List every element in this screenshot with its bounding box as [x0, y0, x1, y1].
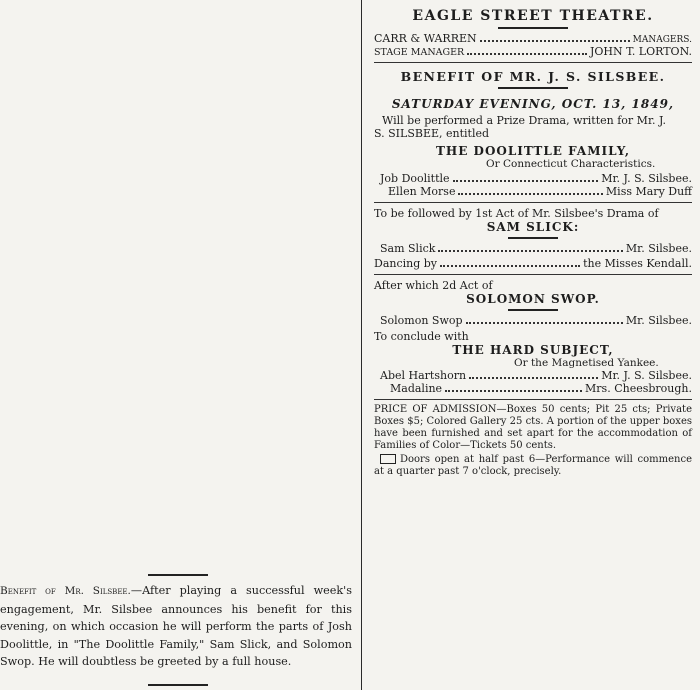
notice-bottom-rule [148, 684, 208, 686]
cast-actor: the Misses Kendall. [583, 257, 692, 270]
notice-top-rule [148, 574, 208, 576]
cast-role: Ellen Morse [388, 185, 456, 198]
conclude-line: To conclude with [374, 330, 469, 343]
benefit-heading: BENEFIT OF MR. J. S. SILSBEE. [400, 69, 666, 84]
cast-role: Madaline [390, 382, 443, 395]
pointing-hand-icon [380, 454, 396, 464]
managers-line [374, 32, 692, 45]
cast-role: Solomon Swop [380, 314, 463, 327]
leader-dots [466, 322, 623, 324]
leader-dots [469, 377, 598, 379]
rule [374, 274, 692, 275]
play1-title: THE DOOLITTLE FAMILY, [435, 144, 631, 158]
prices-lead: PRICE OF ADMISSION [374, 404, 497, 415]
column-divider [361, 0, 362, 690]
stage-manager-name: JOHN T. LORTON. [589, 45, 692, 58]
play4-subtitle: Or the Magnetised Yankee. [514, 357, 659, 369]
followed-by-line: To be followed by 1st Act of Mr. Silsbee's Drama of [374, 207, 659, 220]
cast-role: Job Doolittle [380, 172, 450, 185]
cast-actor: Mrs. Cheesbrough. [585, 382, 692, 395]
cast-actor: Mr. J. S. Silsbee. [601, 172, 692, 185]
managers-name: CARR & WARREN [374, 32, 477, 45]
notice-lead: Benefit of Mr. Silsbee. [0, 585, 131, 597]
cast-actor: Mr. Silsbee. [625, 242, 692, 255]
play3-cast-1 [374, 314, 692, 327]
after-which-line: After which 2d Act of [374, 279, 493, 292]
cast-actor: Mr. Silsbee. [625, 314, 692, 327]
play3-title: SOLOMON SWOP. [466, 292, 600, 306]
doors-text: Doors open at half past 6—Performance will commence at a quarter past 7 o'clock, precisely. [374, 454, 692, 477]
doors-notice [374, 454, 692, 478]
leader-dots [467, 53, 587, 55]
cast-role: Sam Slick [380, 242, 436, 255]
play4-cast-1 [374, 369, 692, 382]
stage-manager-label: STAGE MANAGER [374, 47, 465, 58]
benefit-notice [0, 582, 352, 671]
cast-role: Abel Hartshorn [380, 369, 467, 382]
rule [498, 27, 568, 29]
leader-dots [458, 193, 602, 195]
theatre-advertisement [374, 4, 692, 478]
stage-manager-line [374, 45, 692, 58]
leader-dots [453, 180, 599, 182]
play2-cast-2 [374, 257, 692, 270]
notice-body: —After playing a successful week's engagement, Mr. Silsbee announces his benefit for this evening, on which occasion he will perform the parts of Josh Doolittle, in "The Doolittle Family," Sam Slick, and Solomon Swop. He will doubtless be greeted by a full house. [0, 584, 352, 669]
cast-actor: Miss Mary Duff [605, 185, 692, 198]
play2-title: SAM SLICK: [486, 220, 580, 234]
play4-title: THE HARD SUBJECT, [452, 343, 614, 357]
rule [374, 399, 692, 400]
intro-line-1: Will be performed a Prize Drama, written for Mr. J. [382, 114, 667, 127]
intro-line-2: S. SILSBEE, entitled [374, 127, 490, 140]
leader-dots [445, 390, 582, 392]
play1-cast-2 [374, 185, 692, 198]
managers-label: MANAGERS. [632, 35, 692, 45]
rule [508, 309, 558, 311]
play1-subtitle: Or Connecticut Characteristics. [486, 158, 656, 170]
theatre-title: EAGLE STREET THEATRE. [412, 8, 654, 24]
rule [374, 62, 692, 63]
admission-prices [374, 404, 692, 452]
prices-text: —Boxes 50 cents; Pit 25 cts; Private Boxes $5; Colored Gallery 25 cts. A portion of the upper boxes have been furnished and set apart for the accommodation of Families of Color—Tickets 50 cents. [374, 404, 692, 451]
date-line: SATURDAY EVENING, OCT. 13, 1849, [391, 97, 675, 111]
rule [374, 202, 692, 203]
rule [508, 237, 558, 239]
play1-cast-1 [374, 172, 692, 185]
cast-actor: Mr. J. S. Silsbee. [601, 369, 692, 382]
rule [498, 87, 568, 89]
leader-dots [440, 265, 580, 267]
leader-dots [438, 250, 622, 252]
play4-cast-2 [374, 382, 692, 395]
leader-dots [480, 40, 630, 42]
play2-cast-1 [374, 242, 692, 255]
cast-role: Dancing by [374, 257, 438, 270]
